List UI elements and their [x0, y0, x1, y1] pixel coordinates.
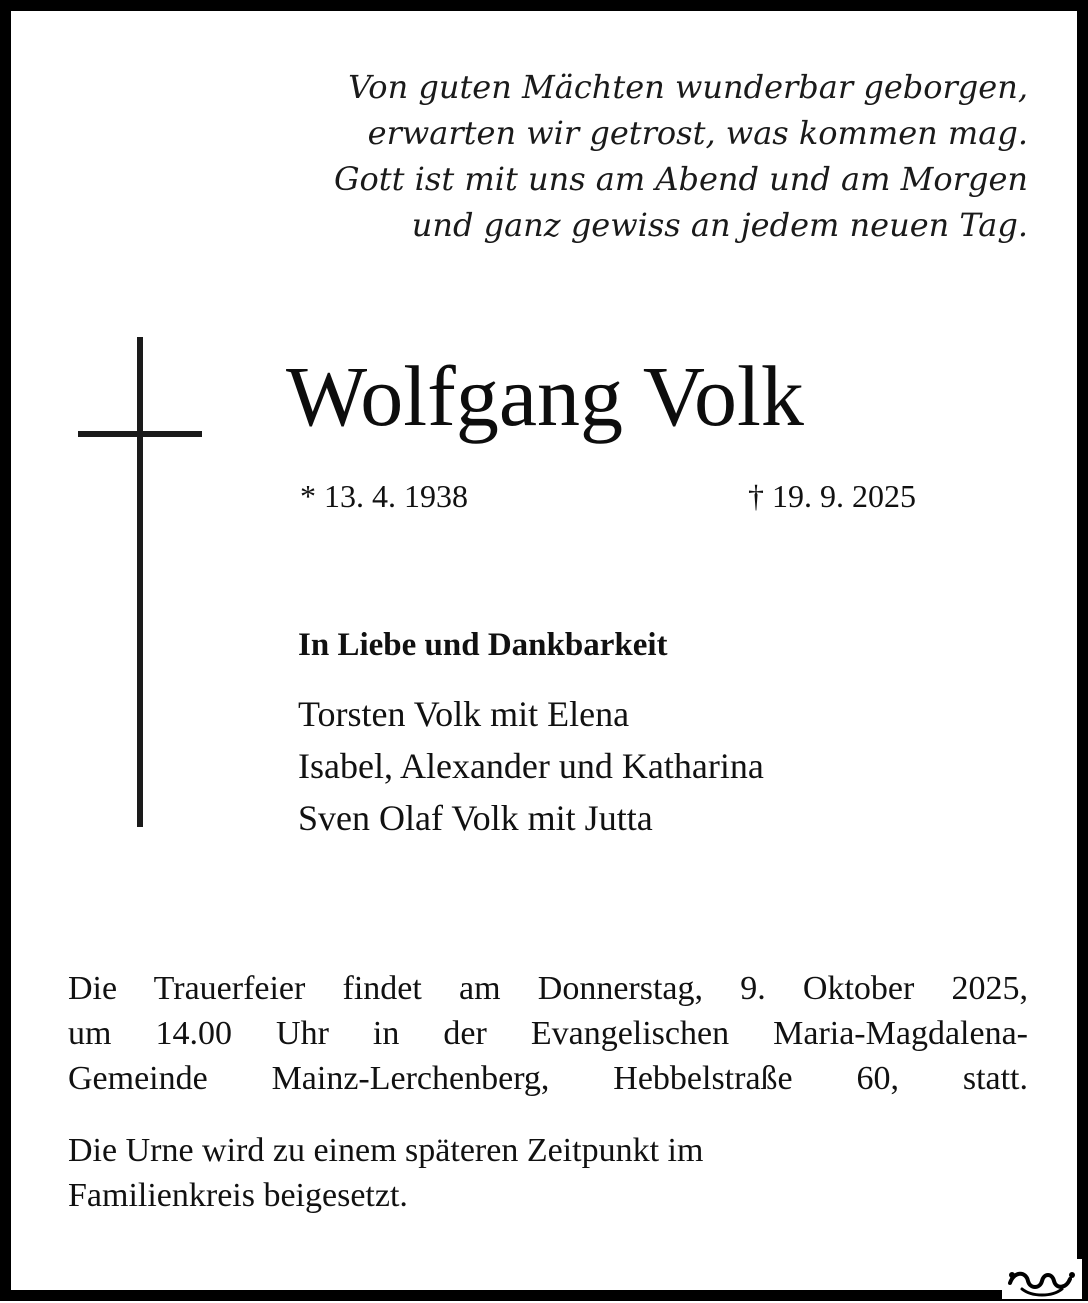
urn-burial-info — [68, 1128, 1028, 1218]
urn-line: Die Urne wird zu einem späteren Zeitpunkt im — [68, 1132, 704, 1169]
ornament-icon — [1002, 1259, 1082, 1299]
urn-line: Familienkreis beigesetzt. — [68, 1177, 408, 1214]
mourners-list — [298, 688, 764, 844]
service-line: Die Trauerfeier findet am Donnerstag, 9. Oktober 2025, — [68, 970, 1028, 1007]
poem-line: Gott ist mit uns am Abend und am Morgen — [333, 160, 1028, 198]
poem-verse — [308, 64, 1028, 248]
mourner-entry: Isabel, Alexander und Katharina — [298, 746, 764, 786]
poem-line: und ganz gewiss an jedem neuen Tag. — [411, 206, 1028, 244]
birth-date: * 13. 4. 1938 — [300, 478, 468, 514]
mourners-heading: In Liebe und Dankbarkeit — [298, 627, 668, 663]
service-line: Gemeinde Mainz-Lerchenberg, Hebbelstraße 60, statt. — [68, 1060, 1028, 1097]
deceased-name: Wolfgang Volk — [286, 348, 804, 444]
service-line: um 14.00 Uhr in der Evangelischen Maria-Magdalena- — [68, 1015, 1028, 1052]
poem-line: Von guten Mächten wunderbar geborgen, — [348, 68, 1028, 106]
mourner-entry: Sven Olaf Volk mit Jutta — [298, 798, 653, 838]
poem-line: erwarten wir getrost, was kommen mag. — [367, 114, 1028, 152]
death-date: † 19. 9. 2025 — [748, 478, 916, 514]
mourner-entry: Torsten Volk mit Elena — [298, 694, 630, 734]
funeral-service-info — [68, 966, 1028, 1101]
